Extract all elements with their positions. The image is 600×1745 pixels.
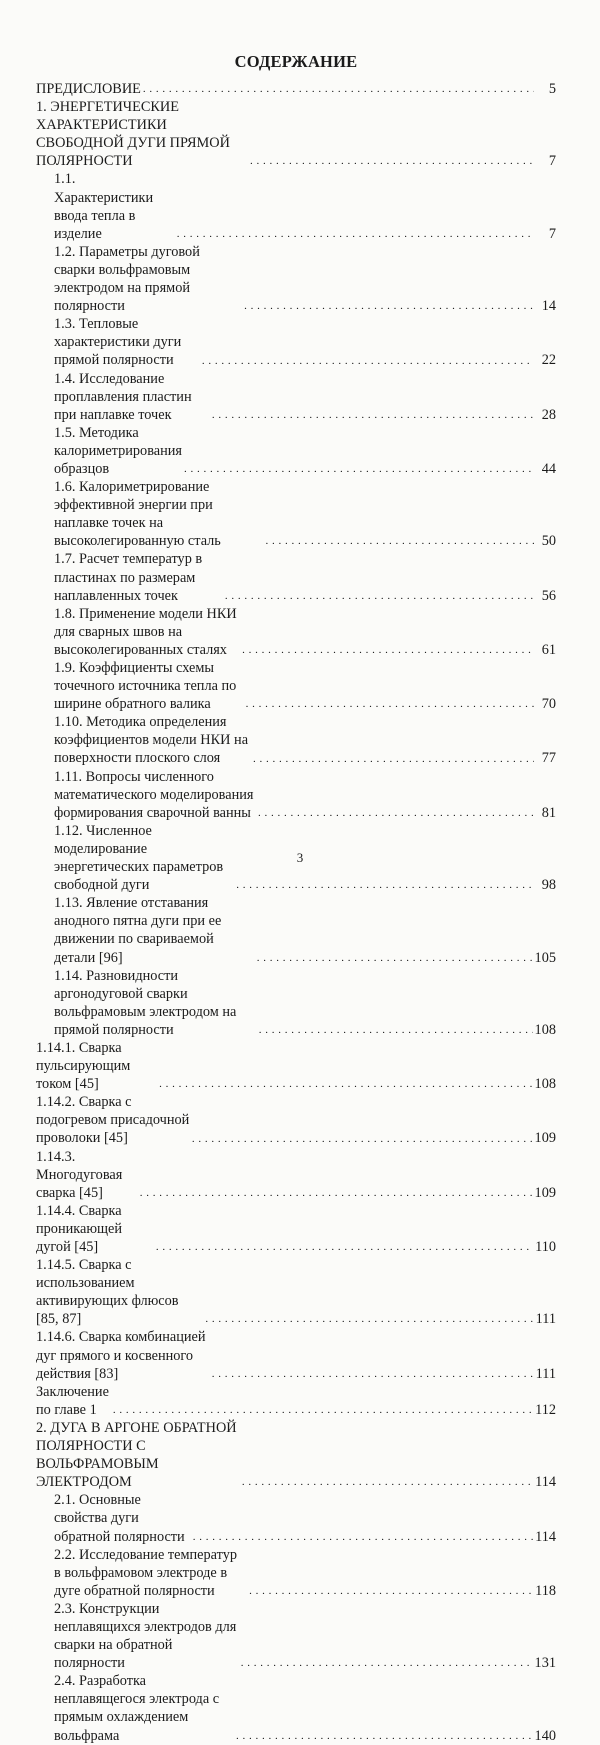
toc-entry-text: 1.8. Применение модели НКИ для сварных швов на высоколегированных сталях — [54, 605, 237, 658]
dot-leader — [177, 229, 534, 239]
toc-entry-page: 98 — [541, 877, 556, 894]
dot-leader — [241, 1658, 533, 1668]
dot-leader — [184, 464, 534, 474]
toc-entry-text: 2.1. Основные свойства дуги обратной полярности — [54, 1492, 185, 1545]
toc-page — [36, 52, 556, 1745]
dot-leader — [212, 1369, 534, 1379]
toc-entry-page: 111 — [535, 1365, 556, 1382]
toc-entry-page: 108 — [534, 1021, 556, 1038]
toc-entry-text: 1.7. Расчет температур в пластинах по размерам наплавленных точек — [54, 551, 203, 604]
toc-entry[interactable] — [36, 370, 556, 424]
dot-leader — [143, 84, 534, 94]
toc-entry[interactable] — [36, 1383, 556, 1419]
toc-entry-text: 1.14.3. Многодуговая сварка [45] — [36, 1148, 123, 1201]
toc-entry-page: 44 — [541, 460, 556, 477]
toc-entry[interactable] — [36, 1093, 556, 1147]
toc-entry-text: 1.5. Методика калориметрирования образцов — [54, 424, 182, 477]
toc-entry-text: 1.14.2. Сварка с подогревом присадочной проволоки [45] — [36, 1094, 190, 1147]
toc-entry-text: 1.12. Численное моделирование энергетических параметров свободной дуги — [54, 822, 224, 894]
toc-entry-page: 7 — [548, 153, 556, 170]
toc-entry[interactable] — [36, 1039, 556, 1093]
dot-leader — [236, 880, 534, 890]
dot-leader — [257, 953, 533, 963]
dot-leader — [242, 645, 534, 655]
toc-entry[interactable] — [36, 967, 556, 1039]
dot-leader — [212, 410, 534, 420]
toc-entry-page: 5 — [548, 81, 556, 97]
toc-entry-text: 1.2. Параметры дуговой сварки вольфрамовым электродом на прямой полярности — [54, 243, 200, 315]
dot-leader — [253, 754, 534, 764]
toc-entry-page: 77 — [541, 750, 556, 767]
dot-leader — [246, 699, 534, 709]
toc-entry[interactable] — [36, 550, 556, 604]
dot-leader — [249, 1586, 533, 1596]
toc-entry[interactable] — [36, 659, 556, 713]
toc-entry[interactable] — [36, 98, 556, 170]
toc-entry-page: 109 — [534, 1184, 556, 1201]
dot-leader — [244, 301, 534, 311]
toc-entry-page: 131 — [534, 1655, 556, 1672]
toc-entry-page: 7 — [548, 225, 556, 242]
toc-entry-text: 1.14.6. Сварка комбинацией дуг прямого и косвенного действия [83] — [36, 1329, 206, 1382]
toc-entry-page: 110 — [535, 1239, 556, 1255]
toc-entry[interactable] — [36, 605, 556, 659]
dot-leader — [259, 1025, 533, 1035]
toc-entry-page: 105 — [534, 949, 556, 966]
toc-entry[interactable] — [36, 80, 556, 98]
page-number: 3 — [296, 850, 304, 865]
toc-entry[interactable] — [36, 170, 556, 242]
toc-entry-page: 140 — [534, 1727, 556, 1744]
toc-entry-page: 114 — [535, 1474, 556, 1491]
dot-leader — [265, 536, 534, 546]
toc-entry-text: 2. ДУГА В АРГОНЕ ОБРАТНОЙ ПОЛЯРНОСТИ С ВОЛЬФРАМОВЫМ ЭЛЕКТРОДОМ — [36, 1419, 237, 1491]
toc-entry-page: 111 — [535, 1311, 556, 1328]
toc-entry-text: 1.1. Характеристики ввода тепла в изделие — [54, 171, 154, 242]
toc-entry[interactable] — [36, 894, 556, 966]
toc-entry-text: 2.4. Разработка неплавящегося электрода с прямым охлаждением вольфрама — [54, 1673, 220, 1744]
toc-entry[interactable] — [36, 1328, 556, 1382]
dot-leader — [192, 1134, 533, 1144]
dot-leader — [140, 1188, 533, 1198]
toc-entry-text: 1.10. Методика определения коэффициентов модели НКИ на поверхности плоского слоя — [54, 714, 249, 767]
toc-entry[interactable] — [36, 1546, 556, 1600]
toc-entry-text: 1. ЭНЕРГЕТИЧЕСКИЕ ХАРАКТЕРИСТИКИ СВОБОДНОЙ ДУГИ ПРЯМОЙ ПОЛЯРНОСТИ — [36, 99, 230, 170]
toc-entry-page: 28 — [541, 406, 556, 423]
toc-entry-text: 2.3. Конструкции неплавящихся электродов для сварки на обратной полярности — [54, 1600, 237, 1672]
toc-entry[interactable] — [36, 1419, 556, 1491]
toc-entry[interactable] — [36, 1491, 556, 1545]
toc-entry[interactable] — [36, 424, 556, 478]
dot-leader — [250, 156, 534, 166]
dot-leader — [225, 591, 534, 601]
dot-leader — [202, 356, 534, 366]
table-of-contents — [36, 80, 556, 1745]
dot-leader — [236, 1731, 533, 1741]
toc-entry-text: 1.14. Разновидности аргонодуговой сварки вольфрамовым электродом на прямой полярности — [54, 967, 237, 1038]
toc-entry[interactable] — [36, 243, 556, 315]
dot-leader — [193, 1532, 533, 1542]
toc-entry-text: 1.14.1. Сварка пульсирующим током [45] — [36, 1039, 131, 1093]
dot-leader — [205, 1314, 533, 1324]
toc-entry-page: 112 — [535, 1401, 556, 1418]
toc-entry[interactable] — [36, 1672, 556, 1744]
dot-leader — [156, 1242, 533, 1252]
toc-entry-text: 1.4. Исследование проплавления пластин при наплавке точек — [54, 370, 192, 423]
toc-entry[interactable] — [36, 1256, 556, 1328]
toc-entry-text: 1.14.4. Сварка проникающей дугой [45] — [36, 1202, 123, 1255]
toc-entry-page: 56 — [541, 587, 556, 604]
toc-entry-page: 108 — [534, 1076, 556, 1093]
dot-leader — [258, 808, 534, 818]
toc-entry-text: 1.9. Коэффициенты схемы точечного источника тепла по ширине обратного валика — [54, 660, 237, 713]
dot-leader — [113, 1405, 533, 1415]
toc-entry[interactable] — [36, 713, 556, 767]
toc-entry-page: 61 — [541, 641, 556, 658]
toc-entry-text: 1.13. Явление отставания анодного пятна дуги при ее движении по свариваемой детали [96] — [54, 895, 222, 966]
toc-entry[interactable] — [36, 315, 556, 369]
toc-entry-text: 1.3. Тепловые характеристики дуги прямой полярности — [54, 316, 182, 369]
toc-entry-page: 22 — [541, 352, 556, 369]
toc-entry-page: 114 — [535, 1528, 556, 1545]
dot-leader — [242, 1477, 533, 1487]
toc-entry-text: 1.14.5. Сварка с использованием активирующих флюсов [85, 87] — [36, 1257, 179, 1328]
toc-entry-text: 1.6. Калориметрирование эффективной энергии при наплавке точек на высоколегированную сталь — [54, 479, 221, 550]
toc-entry-page: 81 — [541, 804, 556, 821]
toc-entry-page: 70 — [541, 696, 556, 713]
toc-entry-page: 109 — [534, 1130, 556, 1147]
toc-entry[interactable] — [36, 1202, 556, 1256]
toc-entry-text: Заключение по главе 1 — [36, 1383, 109, 1418]
toc-entry[interactable] — [36, 1600, 556, 1672]
toc-entry-page: 118 — [535, 1582, 556, 1599]
toc-entry-text: ПРЕДИСЛОВИЕ — [36, 81, 141, 97]
toc-entry-page: 14 — [541, 298, 556, 315]
dot-leader — [159, 1079, 532, 1089]
toc-entry[interactable] — [36, 478, 556, 550]
toc-entry-text: 1.11. Вопросы численного математического моделирования формирования сварочной ванны — [54, 768, 254, 821]
toc-entry[interactable] — [36, 768, 556, 822]
toc-entry[interactable] — [36, 1148, 556, 1202]
toc-entry-page: 50 — [541, 533, 556, 550]
toc-entry-text: 2.2. Исследование температур в вольфрамовом электроде в дуге обратной полярности — [54, 1546, 237, 1599]
page-title: СОДЕРЖАНИЕ — [234, 52, 358, 71]
